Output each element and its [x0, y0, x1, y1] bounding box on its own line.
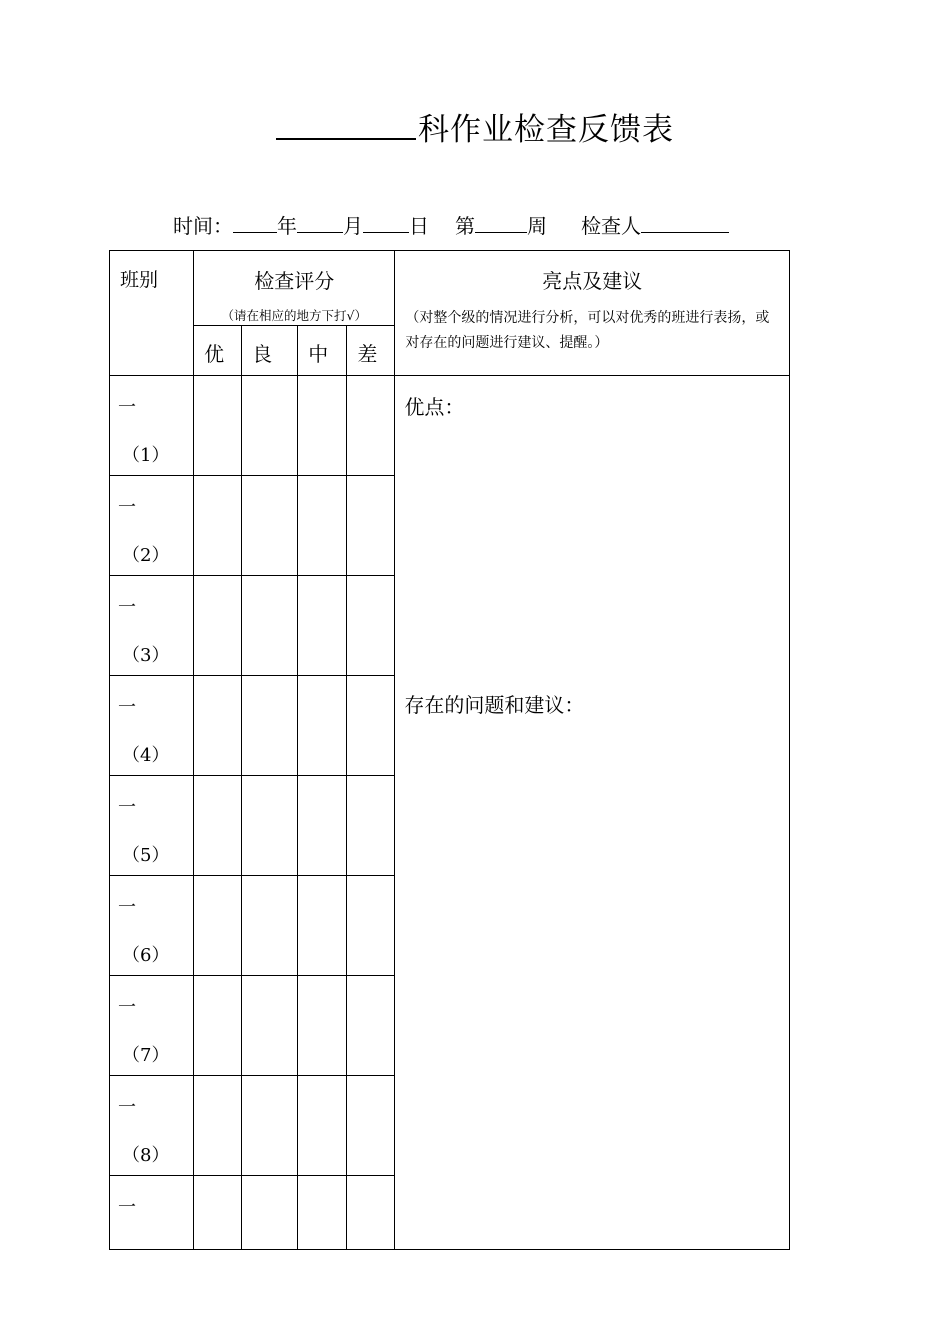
grade-average: 中: [298, 326, 347, 376]
check-header-title: 检查评分: [254, 269, 335, 293]
issues-label: 存在的问题和建议：: [404, 693, 585, 717]
week-prefix-label: 第: [455, 214, 475, 238]
score-cell-good[interactable]: [242, 1176, 298, 1250]
score-cell-average[interactable]: [298, 376, 347, 476]
class-cell: 一 （1）: [110, 376, 194, 476]
score-cell-good[interactable]: [242, 476, 298, 576]
page-title: [0, 104, 950, 149]
notes-cell[interactable]: [395, 376, 790, 1250]
header-row: [110, 251, 790, 326]
inspector-blank[interactable]: [641, 214, 729, 233]
notes-header: [395, 251, 790, 376]
inspector-label: 检查人: [581, 214, 641, 238]
class-cell: 一: [110, 1176, 194, 1250]
check-header: [194, 251, 395, 326]
class-cell: 一 （3）: [110, 576, 194, 676]
score-cell-good[interactable]: [242, 676, 298, 776]
class-cell: 一 （8）: [110, 1076, 194, 1176]
week-label: 周: [527, 214, 547, 238]
month-blank[interactable]: [297, 214, 343, 233]
time-label: 时间：: [173, 214, 233, 238]
table-row: [110, 376, 790, 476]
class-cell: 一 （7）: [110, 976, 194, 1076]
notes-header-title: 亮点及建议: [542, 269, 643, 293]
score-cell-poor[interactable]: [347, 376, 395, 476]
grade-good: 良: [242, 326, 298, 376]
score-cell-average[interactable]: [298, 1076, 347, 1176]
score-cell-excellent[interactable]: [194, 676, 242, 776]
title-text: 科作业检查反馈表: [418, 112, 674, 148]
score-cell-excellent[interactable]: [194, 376, 242, 476]
score-cell-excellent[interactable]: [194, 1076, 242, 1176]
meta-line: [173, 210, 729, 239]
class-cell: 一 （6）: [110, 876, 194, 976]
week-blank[interactable]: [475, 214, 527, 233]
grade-poor: 差: [347, 326, 395, 376]
check-header-note: （请在相应的地方下打√）: [221, 308, 367, 323]
score-cell-poor[interactable]: [347, 676, 395, 776]
grade-excellent: 优: [194, 326, 242, 376]
score-cell-excellent[interactable]: [194, 776, 242, 876]
score-cell-average[interactable]: [298, 776, 347, 876]
score-cell-poor[interactable]: [347, 1176, 395, 1250]
score-cell-excellent[interactable]: [194, 1176, 242, 1250]
score-cell-good[interactable]: [242, 976, 298, 1076]
score-cell-average[interactable]: [298, 476, 347, 576]
month-label: 月: [343, 214, 363, 238]
score-cell-average[interactable]: [298, 1176, 347, 1250]
day-label: 日: [409, 214, 429, 238]
year-blank[interactable]: [233, 214, 277, 233]
feedback-table: [109, 250, 790, 1250]
subject-blank[interactable]: [276, 108, 416, 140]
score-cell-good[interactable]: [242, 576, 298, 676]
score-cell-good[interactable]: [242, 376, 298, 476]
notes-header-note: （对整个级的情况进行分析，可以对优秀的班进行表扬，或对存在的问题进行建议、提醒。）: [405, 310, 770, 351]
score-cell-good[interactable]: [242, 876, 298, 976]
year-label: 年: [277, 214, 297, 238]
score-cell-poor[interactable]: [347, 876, 395, 976]
score-cell-good[interactable]: [242, 776, 298, 876]
score-cell-average[interactable]: [298, 576, 347, 676]
strengths-label: 优点：: [404, 395, 465, 419]
score-cell-average[interactable]: [298, 676, 347, 776]
score-cell-excellent[interactable]: [194, 976, 242, 1076]
score-cell-poor[interactable]: [347, 476, 395, 576]
score-cell-excellent[interactable]: [194, 576, 242, 676]
score-cell-poor[interactable]: [347, 1076, 395, 1176]
score-cell-poor[interactable]: [347, 576, 395, 676]
day-blank[interactable]: [363, 214, 409, 233]
class-cell: 一 （5）: [110, 776, 194, 876]
score-cell-excellent[interactable]: [194, 476, 242, 576]
score-cell-good[interactable]: [242, 1076, 298, 1176]
class-cell: 一 （2）: [110, 476, 194, 576]
score-cell-excellent[interactable]: [194, 876, 242, 976]
score-cell-poor[interactable]: [347, 776, 395, 876]
class-cell: 一 （4）: [110, 676, 194, 776]
class-header: 班别: [110, 251, 194, 376]
score-cell-poor[interactable]: [347, 976, 395, 1076]
score-cell-average[interactable]: [298, 876, 347, 976]
score-cell-average[interactable]: [298, 976, 347, 1076]
